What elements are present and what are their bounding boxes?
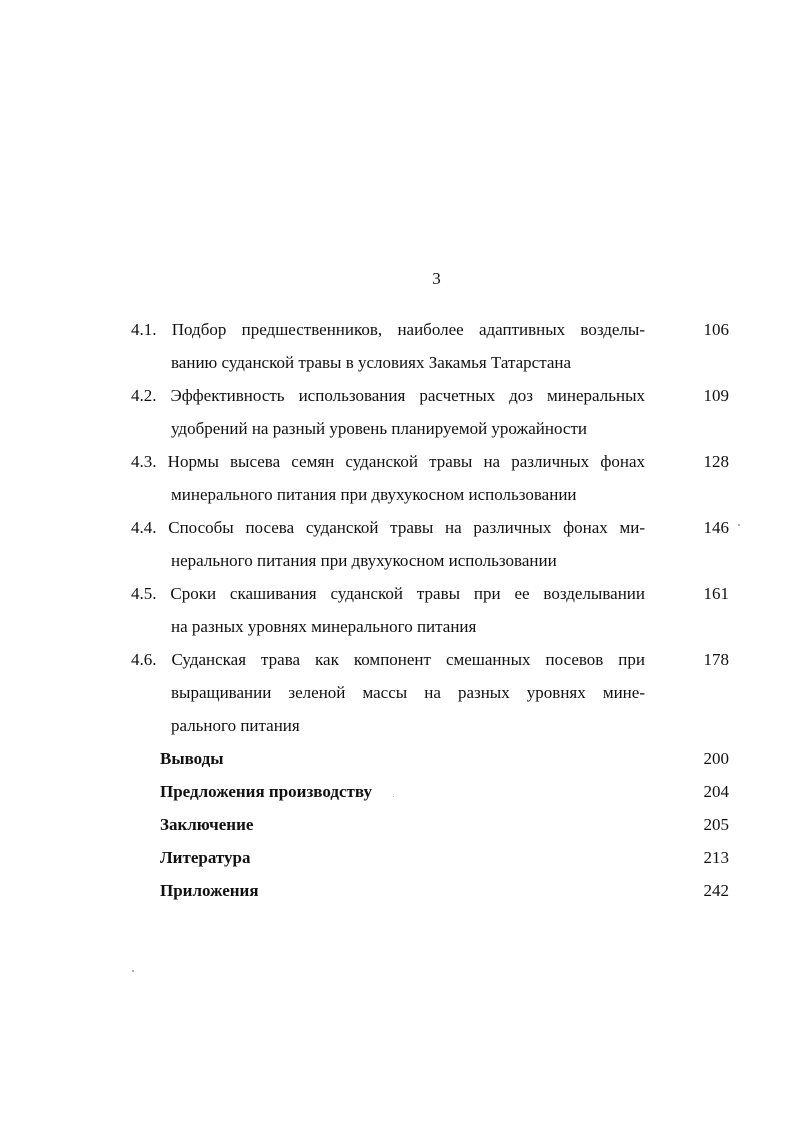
toc-entry-4-6 [0,643,793,742]
toc-entry-title: Заключение [160,815,254,834]
toc-page-ref: 213 [703,848,729,867]
toc-entry-line: 4.1. Подбор предшественников, наиболее адаптивных возделы- [131,320,645,339]
page-number: 3 [432,269,441,288]
toc-entry-4-3 [0,445,793,511]
toc-entry-summary [0,808,793,841]
scan-speck [393,796,394,797]
toc-page-ref: 109 [703,386,729,405]
toc-entry-title: Приложения [160,881,259,900]
toc-entry-title: Литература [160,848,251,867]
toc-entry-title: Предложения производству [160,782,372,801]
toc-entry-line: 4.4. Способы посева суданской травы на различных фонах ми- [131,518,645,537]
toc-entry-4-1 [0,313,793,379]
toc-entry-appendices [0,874,793,907]
toc-entry-line: выращивании зеленой массы на разных уровнях мине- [171,683,645,702]
toc-entry-line: удобрений на разный уровень планируемой урожайности [171,419,587,438]
toc-entry-line: на разных уровнях минерального питания [171,617,477,636]
toc-entry-line: 4.6. Суданская трава как компонент смешанных посевов при [131,650,645,669]
toc-page-ref: 205 [703,815,729,834]
toc-entry-line: 4.2. Эффективность использования расчетных доз минеральных [131,386,645,405]
toc-entry-line: 4.3. Нормы высева семян суданской травы на различных фонах [131,452,645,471]
toc-page-ref: 204 [703,782,729,801]
toc-entry-references [0,841,793,874]
toc-entry-line: рального питания [171,716,300,735]
toc-page-ref: 146 [703,518,729,537]
toc-entry-line: ванию суданской травы в условиях Закамья Татарстана [171,353,572,372]
toc-page-ref: 128 [703,452,729,471]
table-of-contents [0,313,793,907]
toc-entry-conclusions [0,742,793,775]
scan-speck [132,970,134,972]
toc-page-ref: 242 [703,881,729,900]
toc-page-ref: 161 [703,584,729,603]
toc-entry-4-5 [0,577,793,643]
scan-speck [738,524,740,526]
toc-entry-title: Выводы [160,749,224,768]
toc-page-ref: 178 [703,650,729,669]
toc-entry-line: минерального питания при двухукосном использовании [171,485,577,504]
toc-entry-4-4 [0,511,793,577]
toc-page-ref: 106 [703,320,729,339]
toc-entry-recommendations [0,775,793,808]
toc-entry-line: 4.5. Сроки скашивания суданской травы при ее возделывании [131,584,645,603]
toc-entry-4-2 [0,379,793,445]
toc-page-ref: 200 [703,749,729,768]
toc-entry-line: нерального питания при двухукосном использовании [171,551,557,570]
